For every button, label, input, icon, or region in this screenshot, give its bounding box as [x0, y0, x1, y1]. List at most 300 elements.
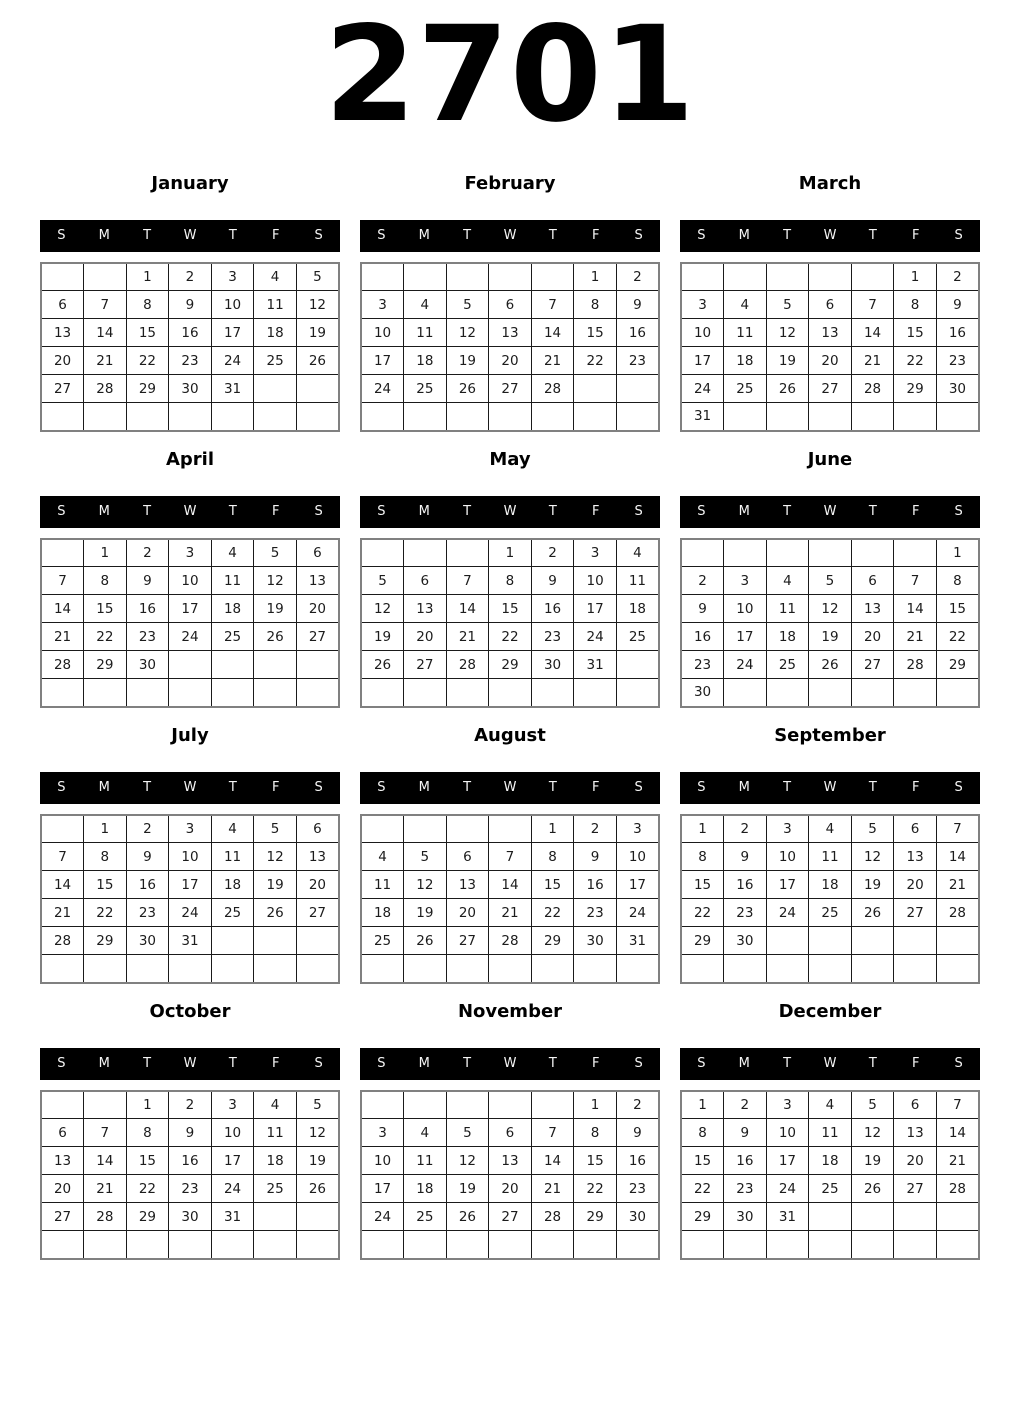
day-cell: 19	[766, 347, 809, 375]
day-cell: 20	[489, 347, 532, 375]
day-cell: 23	[169, 347, 212, 375]
day-cell: 4	[254, 263, 297, 291]
day-cell: 15	[936, 595, 979, 623]
weekday-label: M	[98, 504, 110, 520]
day-cell: 9	[936, 291, 979, 319]
day-cell: 10	[724, 595, 767, 623]
weekday-label: F	[911, 780, 920, 796]
day-cell: 30	[169, 1203, 212, 1231]
day-cell: 20	[296, 595, 339, 623]
day-cell: 4	[404, 1119, 447, 1147]
day-cell: 18	[809, 871, 852, 899]
weekday-label: M	[738, 228, 750, 244]
week-row	[361, 679, 659, 707]
day-cell: 11	[766, 595, 809, 623]
day-cell	[361, 403, 404, 431]
day-cell: 10	[766, 1119, 809, 1147]
weekday-label: M	[98, 228, 110, 244]
day-cell: 5	[361, 567, 404, 595]
week-row	[681, 567, 979, 595]
day-cell: 4	[211, 539, 254, 567]
day-cell: 26	[361, 651, 404, 679]
day-cell	[809, 955, 852, 983]
weekday-label: M	[738, 504, 750, 520]
day-cell: 30	[681, 679, 724, 707]
day-cell: 25	[211, 623, 254, 651]
week-row	[41, 1175, 339, 1203]
day-cell: 21	[851, 347, 894, 375]
day-cell: 14	[41, 595, 84, 623]
day-cell	[41, 403, 84, 431]
day-cell	[211, 651, 254, 679]
day-cell: 26	[851, 899, 894, 927]
day-cell: 30	[531, 651, 574, 679]
day-cell: 15	[574, 1147, 617, 1175]
day-cell: 29	[681, 1203, 724, 1231]
day-cell: 5	[254, 815, 297, 843]
weekday-label: S	[57, 504, 66, 520]
day-cell: 10	[169, 567, 212, 595]
day-cell: 4	[724, 291, 767, 319]
day-cell: 11	[809, 1119, 852, 1147]
day-cell	[851, 927, 894, 955]
weekday-header-row	[680, 1048, 980, 1080]
weekday-label: W	[503, 228, 517, 244]
week-row	[361, 843, 659, 871]
day-cell: 23	[616, 347, 659, 375]
week-row	[41, 375, 339, 403]
month-april	[40, 447, 340, 708]
day-cell: 24	[574, 623, 617, 651]
day-cell: 6	[296, 815, 339, 843]
week-row	[361, 1091, 659, 1119]
day-cell	[296, 403, 339, 431]
week-row	[41, 263, 339, 291]
week-row	[41, 815, 339, 843]
day-cell	[169, 679, 212, 707]
day-cell: 2	[724, 815, 767, 843]
month-august	[360, 723, 660, 984]
day-cell: 1	[531, 815, 574, 843]
day-cell: 30	[126, 927, 169, 955]
day-cell	[724, 1231, 767, 1259]
day-cell: 31	[766, 1203, 809, 1231]
day-cell	[894, 539, 937, 567]
day-cell: 14	[851, 319, 894, 347]
week-row	[681, 679, 979, 707]
week-row	[681, 843, 979, 871]
day-cell: 2	[616, 263, 659, 291]
day-cell: 14	[41, 871, 84, 899]
day-cell	[84, 1231, 127, 1259]
day-cell: 22	[489, 623, 532, 651]
day-cell: 10	[169, 843, 212, 871]
day-cell: 26	[254, 623, 297, 651]
week-row	[41, 347, 339, 375]
month-november	[360, 999, 660, 1260]
day-cell	[809, 539, 852, 567]
day-cell	[361, 955, 404, 983]
day-cell: 12	[404, 871, 447, 899]
day-cell: 3	[766, 1091, 809, 1119]
day-cell	[851, 1231, 894, 1259]
day-cell	[41, 1231, 84, 1259]
day-cell: 4	[766, 567, 809, 595]
day-cell: 16	[126, 595, 169, 623]
day-cell: 11	[616, 567, 659, 595]
weekday-header-row	[680, 496, 980, 528]
day-cell: 2	[936, 263, 979, 291]
day-cell: 25	[404, 375, 447, 403]
day-cell: 29	[681, 927, 724, 955]
day-cell: 3	[574, 539, 617, 567]
day-cell: 16	[681, 623, 724, 651]
day-cell	[724, 679, 767, 707]
day-cell: 15	[489, 595, 532, 623]
day-cell: 9	[126, 567, 169, 595]
day-cell: 20	[894, 871, 937, 899]
day-cell	[296, 679, 339, 707]
weekday-label: W	[183, 780, 197, 796]
day-cell: 22	[84, 623, 127, 651]
day-cell	[531, 403, 574, 431]
day-cell: 18	[766, 623, 809, 651]
day-cell: 15	[126, 1147, 169, 1175]
weekday-label: T	[868, 780, 877, 796]
day-cell	[724, 403, 767, 431]
day-cell: 21	[531, 347, 574, 375]
day-cell: 26	[296, 1175, 339, 1203]
weekday-label: W	[183, 228, 197, 244]
day-cell: 16	[126, 871, 169, 899]
day-cell: 18	[724, 347, 767, 375]
day-cell	[254, 927, 297, 955]
weekday-label: T	[228, 504, 237, 520]
week-row	[361, 1147, 659, 1175]
day-cell: 30	[169, 375, 212, 403]
day-cell	[211, 927, 254, 955]
day-cell: 1	[574, 1091, 617, 1119]
day-cell: 1	[126, 1091, 169, 1119]
weekday-label: T	[868, 504, 877, 520]
day-cell: 9	[169, 1119, 212, 1147]
day-cell: 11	[361, 871, 404, 899]
day-cell	[574, 375, 617, 403]
day-cell	[126, 955, 169, 983]
weekday-label: S	[954, 1056, 963, 1072]
week-row	[681, 263, 979, 291]
week-row	[41, 1147, 339, 1175]
day-cell: 28	[531, 1203, 574, 1231]
day-cell	[809, 1203, 852, 1231]
day-cell: 12	[254, 567, 297, 595]
day-cell: 30	[936, 375, 979, 403]
day-cell: 13	[404, 595, 447, 623]
day-cell: 14	[894, 595, 937, 623]
day-cell: 9	[616, 1119, 659, 1147]
weekday-label: S	[57, 1056, 66, 1072]
day-cell: 3	[361, 291, 404, 319]
day-cell: 16	[616, 1147, 659, 1175]
day-cell	[894, 927, 937, 955]
day-cell	[936, 403, 979, 431]
day-cell: 7	[41, 843, 84, 871]
day-cell: 23	[724, 1175, 767, 1203]
day-cell: 6	[851, 567, 894, 595]
weekday-label: W	[503, 1056, 517, 1072]
day-cell: 9	[724, 843, 767, 871]
weekday-label: T	[548, 1056, 557, 1072]
month-title: October	[149, 1000, 231, 1022]
day-cell: 19	[296, 319, 339, 347]
day-cell	[126, 1231, 169, 1259]
day-cell: 8	[84, 843, 127, 871]
day-cell: 30	[724, 927, 767, 955]
day-cell: 27	[404, 651, 447, 679]
day-cell: 17	[574, 595, 617, 623]
day-cell: 21	[446, 623, 489, 651]
weekday-label: T	[783, 504, 792, 520]
week-row	[681, 927, 979, 955]
weekday-label: M	[738, 780, 750, 796]
day-cell	[851, 679, 894, 707]
day-cell: 29	[84, 651, 127, 679]
day-cell: 29	[126, 375, 169, 403]
day-cell	[254, 375, 297, 403]
day-cell: 4	[361, 843, 404, 871]
day-cell: 23	[616, 1175, 659, 1203]
day-cell: 12	[851, 1119, 894, 1147]
month-grid	[360, 538, 660, 708]
weekday-label: M	[738, 1056, 750, 1072]
weekday-label: F	[591, 1056, 600, 1072]
day-cell: 28	[851, 375, 894, 403]
day-cell: 7	[531, 291, 574, 319]
day-cell	[211, 403, 254, 431]
day-cell: 23	[169, 1175, 212, 1203]
day-cell	[489, 815, 532, 843]
day-cell: 18	[211, 595, 254, 623]
weekday-label: F	[591, 228, 600, 244]
month-grid	[680, 1090, 980, 1260]
weekday-label: T	[783, 780, 792, 796]
day-cell: 3	[169, 815, 212, 843]
week-row	[41, 319, 339, 347]
day-cell: 29	[574, 1203, 617, 1231]
weekday-label: W	[823, 1056, 837, 1072]
day-cell: 10	[361, 319, 404, 347]
weekday-label: T	[463, 1056, 472, 1072]
day-cell: 22	[531, 899, 574, 927]
month-title: August	[474, 724, 546, 746]
week-row	[681, 1147, 979, 1175]
day-cell: 26	[296, 347, 339, 375]
day-cell	[84, 679, 127, 707]
month-title: June	[807, 448, 853, 470]
day-cell: 21	[41, 899, 84, 927]
day-cell	[41, 263, 84, 291]
day-cell	[936, 1203, 979, 1231]
day-cell: 15	[574, 319, 617, 347]
day-cell: 11	[254, 1119, 297, 1147]
day-cell: 3	[724, 567, 767, 595]
day-cell: 16	[169, 1147, 212, 1175]
day-cell: 3	[766, 815, 809, 843]
month-grid	[680, 814, 980, 984]
month-grid	[40, 538, 340, 708]
day-cell: 27	[489, 1203, 532, 1231]
day-cell: 6	[41, 291, 84, 319]
week-row	[41, 595, 339, 623]
day-cell: 3	[361, 1119, 404, 1147]
day-cell: 20	[894, 1147, 937, 1175]
day-cell: 22	[894, 347, 937, 375]
month-may	[360, 447, 660, 708]
day-cell	[361, 679, 404, 707]
day-cell: 8	[681, 1119, 724, 1147]
week-row	[361, 1175, 659, 1203]
day-cell	[809, 1231, 852, 1259]
day-cell: 25	[616, 623, 659, 651]
day-cell	[766, 679, 809, 707]
week-row	[41, 623, 339, 651]
weekday-label: F	[271, 504, 280, 520]
day-cell: 17	[766, 871, 809, 899]
day-cell: 28	[84, 1203, 127, 1231]
day-cell	[84, 1091, 127, 1119]
day-cell	[724, 955, 767, 983]
day-cell: 29	[936, 651, 979, 679]
week-row	[681, 347, 979, 375]
day-cell: 29	[894, 375, 937, 403]
day-cell: 5	[851, 815, 894, 843]
day-cell: 31	[574, 651, 617, 679]
day-cell: 12	[446, 319, 489, 347]
day-cell: 1	[894, 263, 937, 291]
day-cell: 27	[296, 623, 339, 651]
day-cell	[681, 539, 724, 567]
day-cell: 6	[489, 1119, 532, 1147]
day-cell: 2	[574, 815, 617, 843]
day-cell: 26	[851, 1175, 894, 1203]
day-cell: 1	[84, 815, 127, 843]
day-cell: 4	[254, 1091, 297, 1119]
day-cell	[296, 955, 339, 983]
day-cell: 26	[404, 927, 447, 955]
weekday-label: T	[228, 228, 237, 244]
day-cell: 21	[936, 1147, 979, 1175]
day-cell: 17	[766, 1147, 809, 1175]
day-cell: 4	[211, 815, 254, 843]
day-cell: 13	[809, 319, 852, 347]
day-cell: 15	[531, 871, 574, 899]
day-cell: 9	[724, 1119, 767, 1147]
day-cell: 19	[361, 623, 404, 651]
day-cell: 24	[616, 899, 659, 927]
day-cell	[254, 955, 297, 983]
weekday-label: S	[697, 780, 706, 796]
calendar-grid	[40, 171, 980, 1260]
day-cell	[681, 955, 724, 983]
weekday-label: T	[783, 1056, 792, 1072]
weekday-label: S	[634, 780, 643, 796]
day-cell: 19	[296, 1147, 339, 1175]
day-cell	[169, 1231, 212, 1259]
day-cell: 19	[446, 1175, 489, 1203]
week-row	[361, 1119, 659, 1147]
weekday-label: S	[697, 228, 706, 244]
day-cell	[531, 1091, 574, 1119]
weekday-label: S	[57, 780, 66, 796]
day-cell: 13	[41, 319, 84, 347]
weekday-label: F	[271, 228, 280, 244]
day-cell: 13	[489, 1147, 532, 1175]
day-cell: 29	[489, 651, 532, 679]
day-cell: 6	[894, 815, 937, 843]
day-cell: 6	[894, 1091, 937, 1119]
day-cell: 1	[681, 815, 724, 843]
weekday-label: S	[954, 228, 963, 244]
day-cell: 4	[809, 1091, 852, 1119]
day-cell: 25	[809, 899, 852, 927]
day-cell	[361, 1231, 404, 1259]
day-cell: 4	[616, 539, 659, 567]
day-cell: 28	[936, 1175, 979, 1203]
week-row	[681, 1175, 979, 1203]
day-cell: 23	[574, 899, 617, 927]
day-cell	[84, 263, 127, 291]
day-cell: 20	[41, 1175, 84, 1203]
day-cell: 31	[681, 403, 724, 431]
day-cell: 11	[809, 843, 852, 871]
week-row	[681, 595, 979, 623]
month-title: September	[774, 724, 886, 746]
day-cell: 2	[616, 1091, 659, 1119]
month-grid	[40, 1090, 340, 1260]
day-cell: 20	[404, 623, 447, 651]
day-cell: 5	[296, 1091, 339, 1119]
day-cell: 26	[446, 1203, 489, 1231]
day-cell: 6	[489, 291, 532, 319]
day-cell: 3	[211, 1091, 254, 1119]
month-title: February	[464, 172, 556, 194]
day-cell: 5	[766, 291, 809, 319]
day-cell	[254, 1231, 297, 1259]
day-cell: 16	[616, 319, 659, 347]
weekday-label: S	[377, 1056, 386, 1072]
day-cell: 23	[936, 347, 979, 375]
day-cell: 12	[809, 595, 852, 623]
day-cell: 14	[84, 1147, 127, 1175]
day-cell	[851, 403, 894, 431]
day-cell	[489, 1091, 532, 1119]
day-cell: 11	[724, 319, 767, 347]
weekday-label: T	[463, 228, 472, 244]
day-cell: 20	[41, 347, 84, 375]
day-cell: 29	[531, 927, 574, 955]
day-cell: 13	[894, 843, 937, 871]
day-cell: 23	[126, 623, 169, 651]
weekday-label: M	[418, 780, 430, 796]
day-cell: 19	[446, 347, 489, 375]
day-cell	[446, 403, 489, 431]
day-cell: 2	[169, 263, 212, 291]
week-row	[41, 899, 339, 927]
week-row	[681, 1119, 979, 1147]
day-cell: 21	[84, 1175, 127, 1203]
day-cell	[724, 539, 767, 567]
day-cell	[361, 1091, 404, 1119]
